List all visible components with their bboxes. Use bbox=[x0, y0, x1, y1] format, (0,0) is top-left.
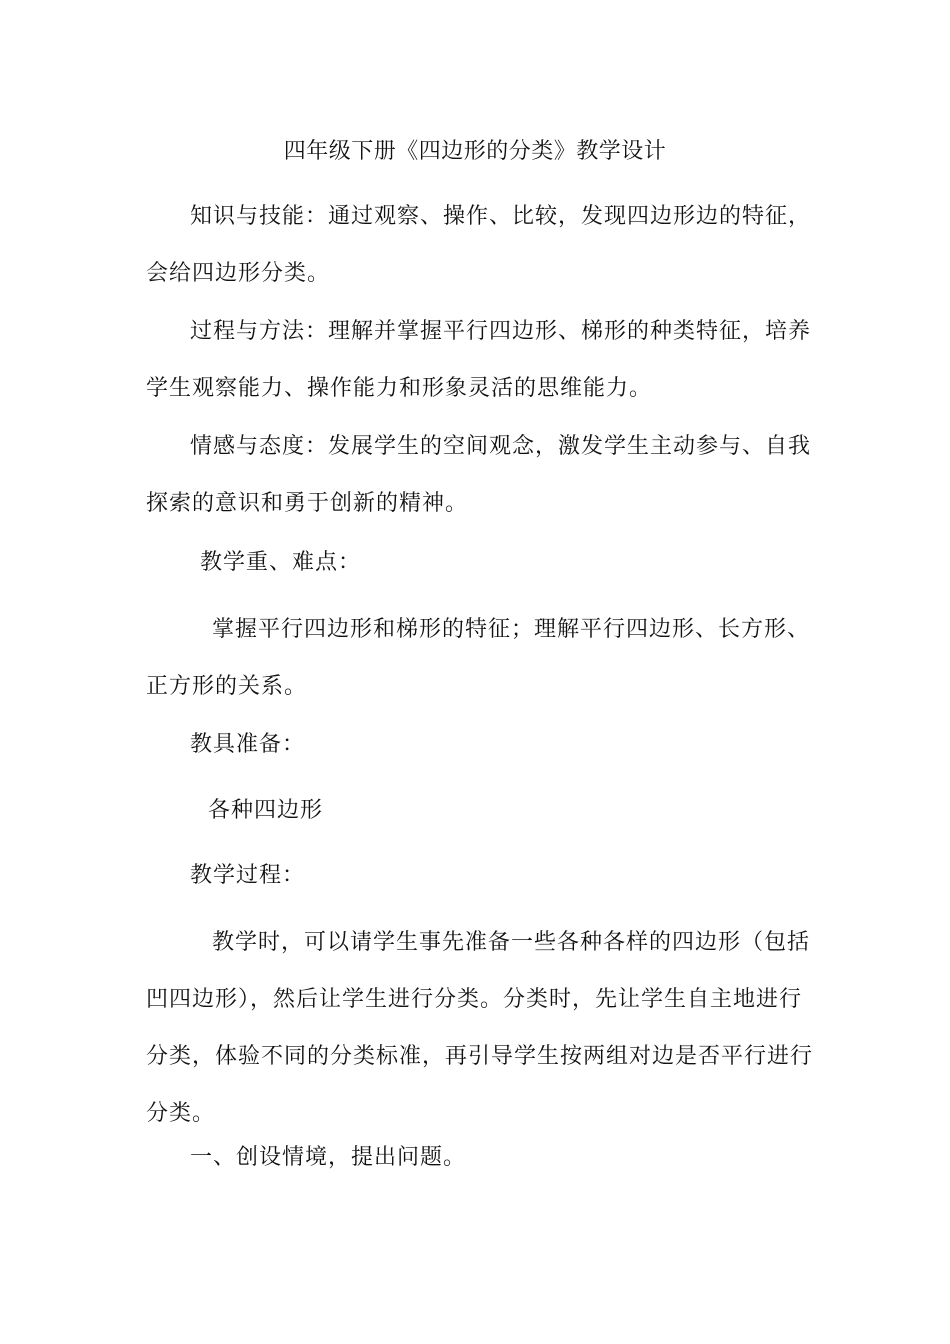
paragraph-teaching-process-content bbox=[146, 914, 814, 1142]
heading-key-difficult-points bbox=[146, 534, 814, 591]
text-line: 正方形的关系。 bbox=[146, 674, 308, 699]
text-line: 分类，体验不同的分类标准，再引导学生按两组对边是否平行进行 bbox=[146, 1044, 814, 1069]
paragraph-teaching-aids-content bbox=[146, 782, 814, 839]
text-line: 各种四边形 bbox=[208, 798, 324, 823]
text-line: 学生观察能力、操作能力和形象灵活的思维能力。 bbox=[146, 376, 653, 401]
heading-section-one bbox=[146, 1129, 814, 1186]
text-line: 知识与技能：通过观察、操作、比较，发现四边形边的特征， bbox=[190, 204, 812, 229]
heading-teaching-aids bbox=[146, 716, 814, 773]
paragraph-key-difficult-content bbox=[146, 601, 814, 715]
text-line: 掌握平行四边形和梯形的特征；理解平行四边形、长方形、 bbox=[212, 617, 811, 642]
text-line: 过程与方法：理解并掌握平行四边形、梯形的种类特征，培养 bbox=[190, 319, 812, 344]
paragraph-knowledge-skills bbox=[146, 188, 814, 302]
text-line: 教学时，可以请学生事先准备一些各种各样的四边形（包括 bbox=[212, 930, 811, 955]
text-line: 会给四边形分类。 bbox=[146, 261, 331, 286]
text-line: 分类。 bbox=[146, 1101, 216, 1126]
heading-teaching-process bbox=[146, 847, 814, 904]
text-line: 探索的意识和勇于创新的精神。 bbox=[146, 491, 469, 516]
text-line: 情感与态度：发展学生的空间观念，激发学生主动参与、自我 bbox=[190, 434, 812, 459]
text-line: 教具准备： bbox=[190, 732, 306, 757]
document-title: 四年级下册《四边形的分类》教学设计 bbox=[283, 139, 667, 164]
text-line: 凹四边形），然后让学生进行分类。分类时，先让学生自主地进行 bbox=[146, 987, 803, 1012]
text-line: 教学过程： bbox=[190, 863, 306, 888]
paragraph-emotion-attitude bbox=[146, 418, 814, 532]
text-line: 一、创设情境，提出问题。 bbox=[190, 1145, 467, 1170]
text-line: 教学重、难点： bbox=[200, 550, 362, 575]
paragraph-process-methods bbox=[146, 303, 814, 417]
